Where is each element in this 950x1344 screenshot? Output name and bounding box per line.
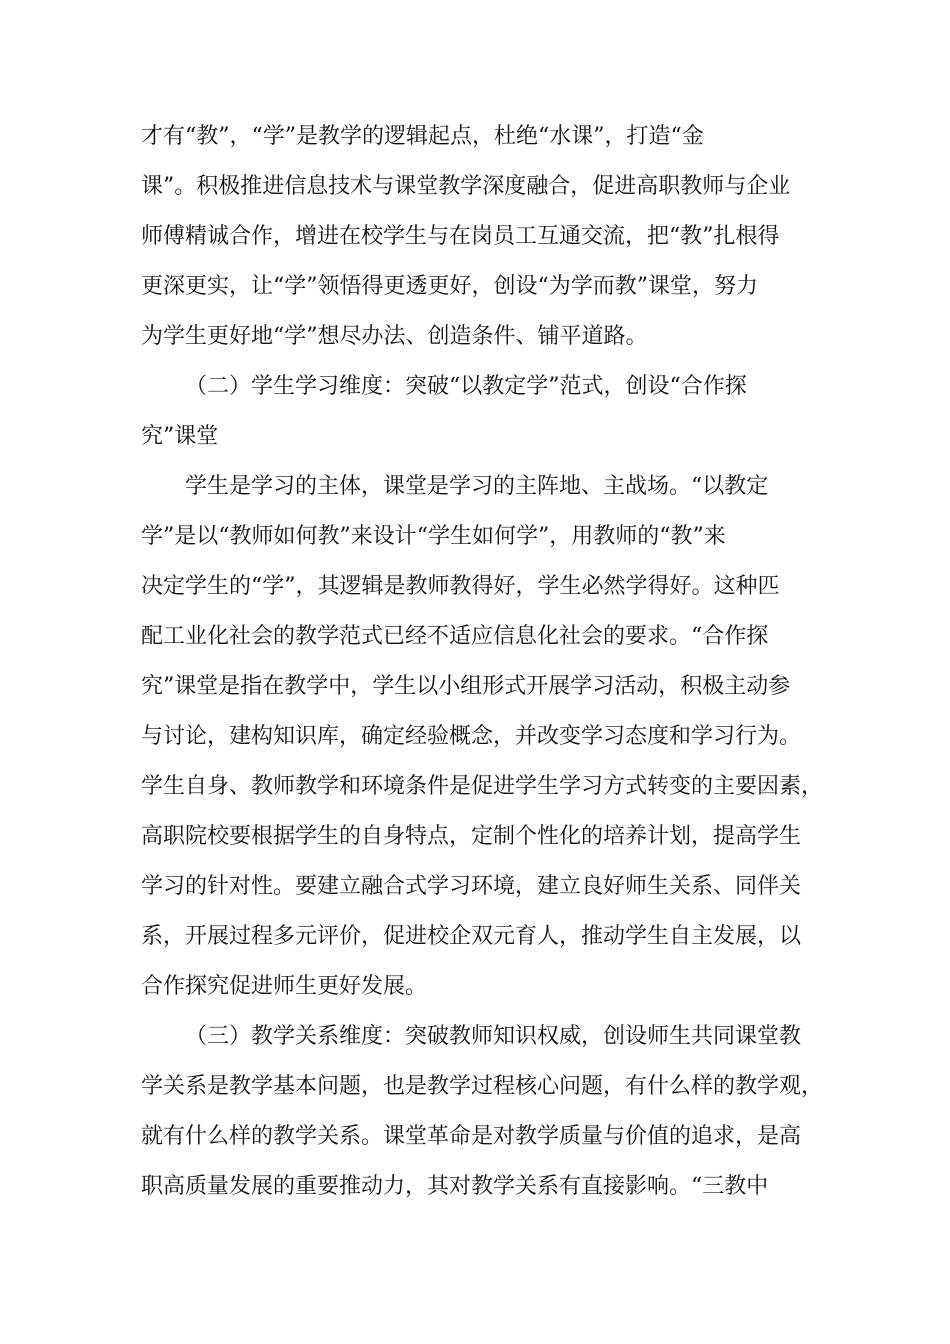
text-line: 与讨论，建构知识库，确定经验概念，并改变学习态度和学习行为。 — [141, 724, 802, 749]
text-line: 学生是学习的主体，课堂是学习的主阵地、主战场。“以教定 — [185, 474, 769, 499]
document-body — [141, 112, 841, 1212]
text-line: 系，开展过程多元评价，促进校企双元育人，推动学生自主发展，以 — [141, 924, 802, 949]
text-line: 课”。积极推进信息技术与课堂教学深度融合，促进高职教师与企业 — [141, 174, 791, 199]
text-line: 才有“教”，“学”是教学的逻辑起点，杜绝“水课”，打造“金 — [141, 124, 704, 149]
text-line: 学习的针对性。要建立融合式学习环境，建立良好师生关系、同伴关 — [141, 874, 802, 899]
text-line: 学生自身、教师教学和环境条件是促进学生学习方式转变的主要因素， — [141, 774, 824, 799]
text-line: 究”课堂是指在教学中，学生以小组形式开展学习活动，积极主动参 — [141, 674, 791, 699]
text-line: 更深更实，让“学”领悟得更透更好，创设“为学而教”课堂，努力 — [141, 274, 758, 299]
text-line: 学”是以“教师如何教”来设计“学生如何学”，用教师的“教”来 — [141, 524, 726, 549]
text-line: 为学生更好地“学”想尽办法、创造条件、铺平道路。 — [141, 324, 648, 349]
text-line: 配工业化社会的教学范式已经不适应信息化社会的要求。“合作探 — [141, 624, 769, 649]
text-line: 学关系是教学基本问题，也是教学过程核心问题，有什么样的教学观， — [141, 1074, 824, 1099]
text-line: 高职院校要根据学生的自身特点，定制个性化的培养计划，提高学生 — [141, 824, 802, 849]
section-heading-line: （三）教学关系维度：突破教师知识权威，创设师生共同课堂教 — [185, 1024, 802, 1049]
section-heading-line: （二）学生学习维度：突破“以教定学”范式，创设“合作探 — [185, 374, 747, 399]
text-line: 职高质量发展的重要推动力，其对教学关系有直接影响。“三教中 — [141, 1174, 769, 1199]
section-heading-line: 究”课堂 — [141, 424, 219, 449]
text-line: 合作探究促进师生更好发展。 — [141, 974, 428, 999]
text-line: 就有什么样的教学关系。课堂革命是对教学质量与价值的追求，是高 — [141, 1124, 802, 1149]
text-line: 师傅精诚合作，增进在校学生与在岗员工互通交流，把“教”扎根得 — [141, 224, 780, 249]
text-line: 决定学生的“学”，其逻辑是教师教得好，学生必然学得好。这种匹 — [141, 574, 780, 599]
